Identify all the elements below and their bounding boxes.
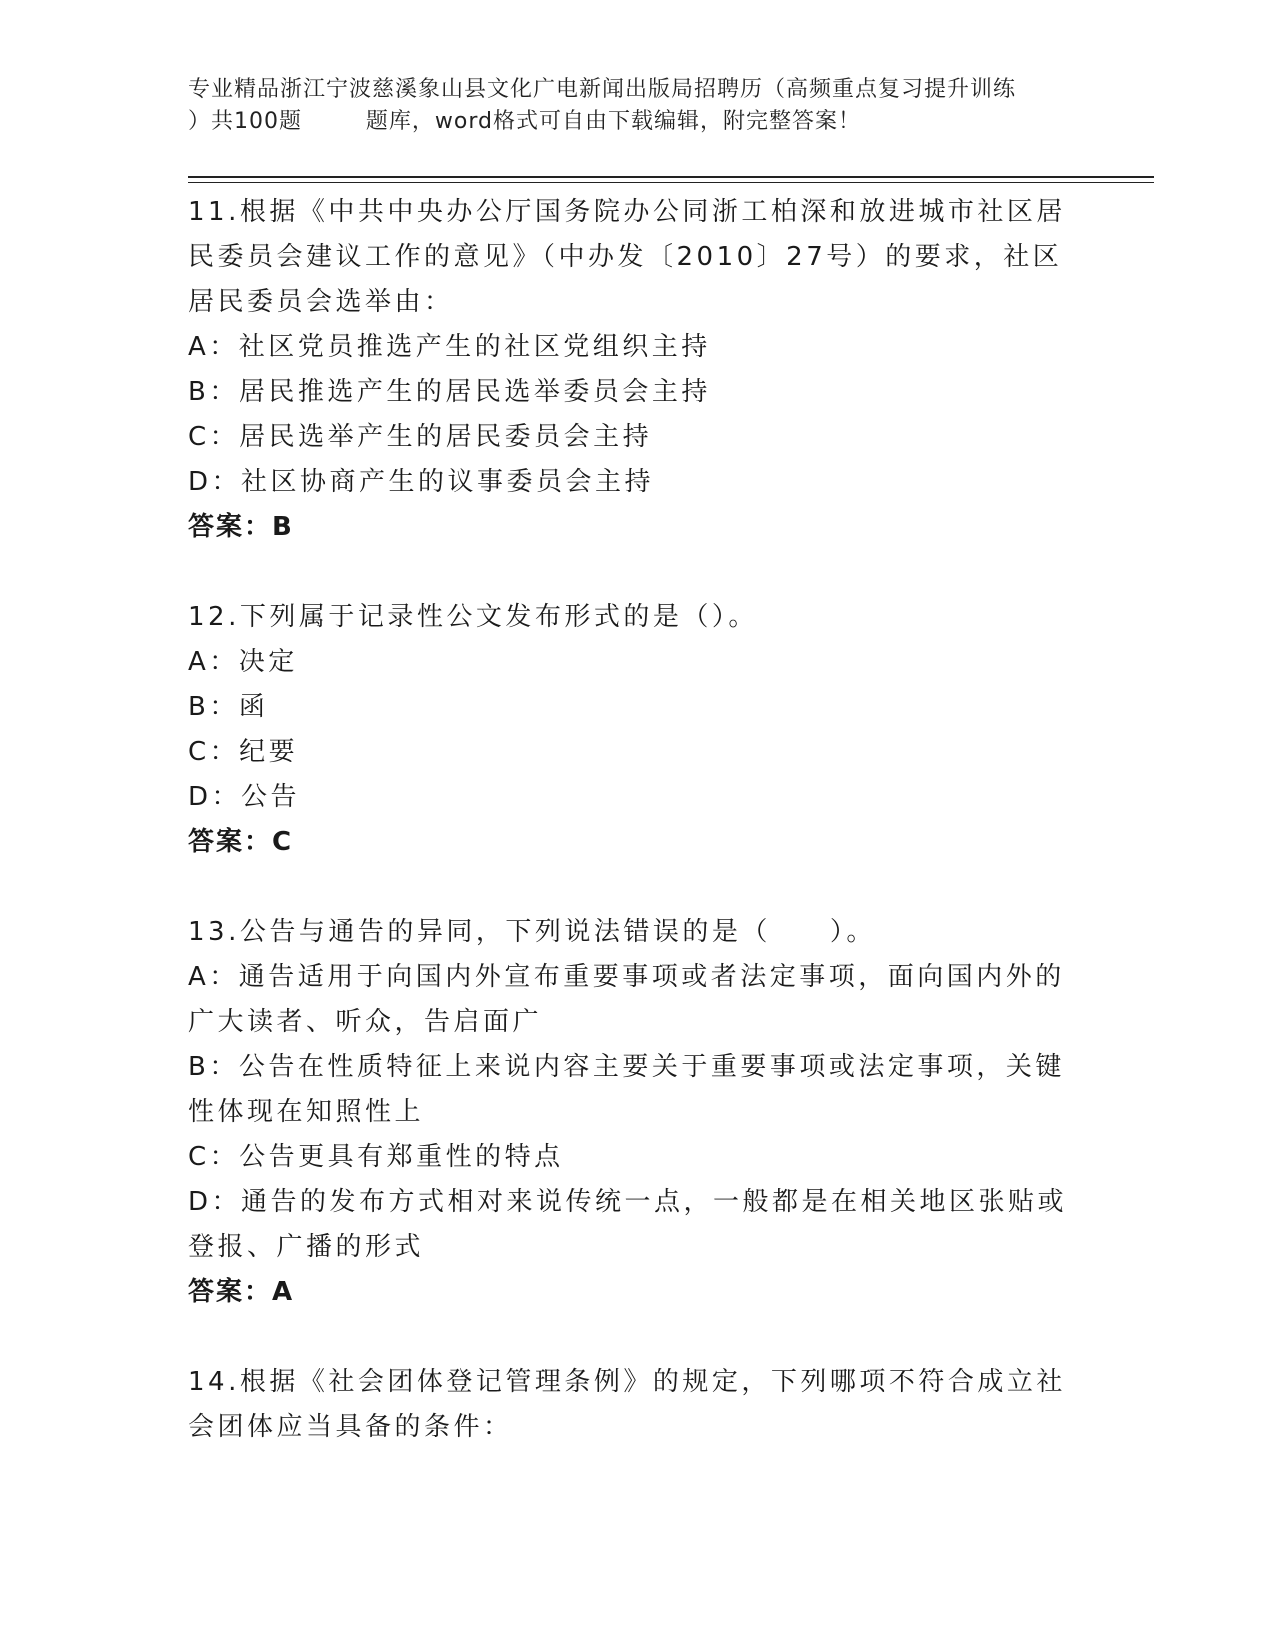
- answer-line: 答案：A: [188, 1277, 295, 1307]
- question-stem: 12.下列属于记录性公文发布形式的是（）。: [188, 602, 758, 632]
- option-b: B：居民推选产生的居民选举委员会主持: [188, 377, 711, 407]
- question-stem: 13.公告与通告的异同，下列说法错误的是（ ）。: [188, 917, 876, 947]
- option-b: B：函: [188, 692, 269, 722]
- question-stem: 11.根据《中共中央办公厅国务院办公同浙工柏深和放进城市社区居民委员会建议工作的意见》（中办发〔2010〕27号）的要求，社区居民委员会选举由：: [188, 197, 1066, 317]
- question-list: [188, 190, 1088, 1495]
- option-a: A：社区党员推选产生的社区党组织主持: [188, 332, 711, 362]
- page-header: [188, 74, 1088, 138]
- question-item: [188, 910, 1088, 1315]
- question-stem: 14.根据《社会团体登记管理条例》的规定，下列哪项不符合成立社会团体应当具备的条件：: [188, 1367, 1066, 1442]
- header-line-2: ）共100题 题库，word格式可自由下载编辑，附完整答案！: [188, 109, 862, 134]
- question-item: [188, 1360, 1088, 1450]
- option-a: A：通告适用于向国内外宣布重要事项或者法定事项，面向国内外的广大读者、听众，告启面广: [188, 962, 1065, 1037]
- question-item: [188, 595, 1088, 865]
- option-c: C：公告更具有郑重性的特点: [188, 1142, 564, 1172]
- option-d: D：通告的发布方式相对来说传统一点，一般都是在相关地区张贴或登报、广播的形式: [188, 1187, 1068, 1262]
- option-a: A：决定: [188, 647, 298, 677]
- option-d: D：公告: [188, 782, 301, 812]
- question-item: [188, 190, 1088, 550]
- header-divider-thick: [188, 176, 1154, 178]
- option-d: D：社区协商产生的议事委员会主持: [188, 467, 655, 497]
- option-c: C：纪要: [188, 737, 299, 767]
- header-line-1: 专业精品浙江宁波慈溪象山县文化广电新闻出版局招聘历（高频重点复习提升训练: [188, 77, 1017, 102]
- option-c: C：居民选举产生的居民委员会主持: [188, 422, 653, 452]
- header-divider-thin: [188, 182, 1154, 183]
- answer-line: 答案：C: [188, 827, 294, 857]
- answer-line: 答案：B: [188, 512, 294, 542]
- option-b: B：公告在性质特征上来说内容主要关于重要事项或法定事项，关键性体现在知照性上: [188, 1052, 1065, 1127]
